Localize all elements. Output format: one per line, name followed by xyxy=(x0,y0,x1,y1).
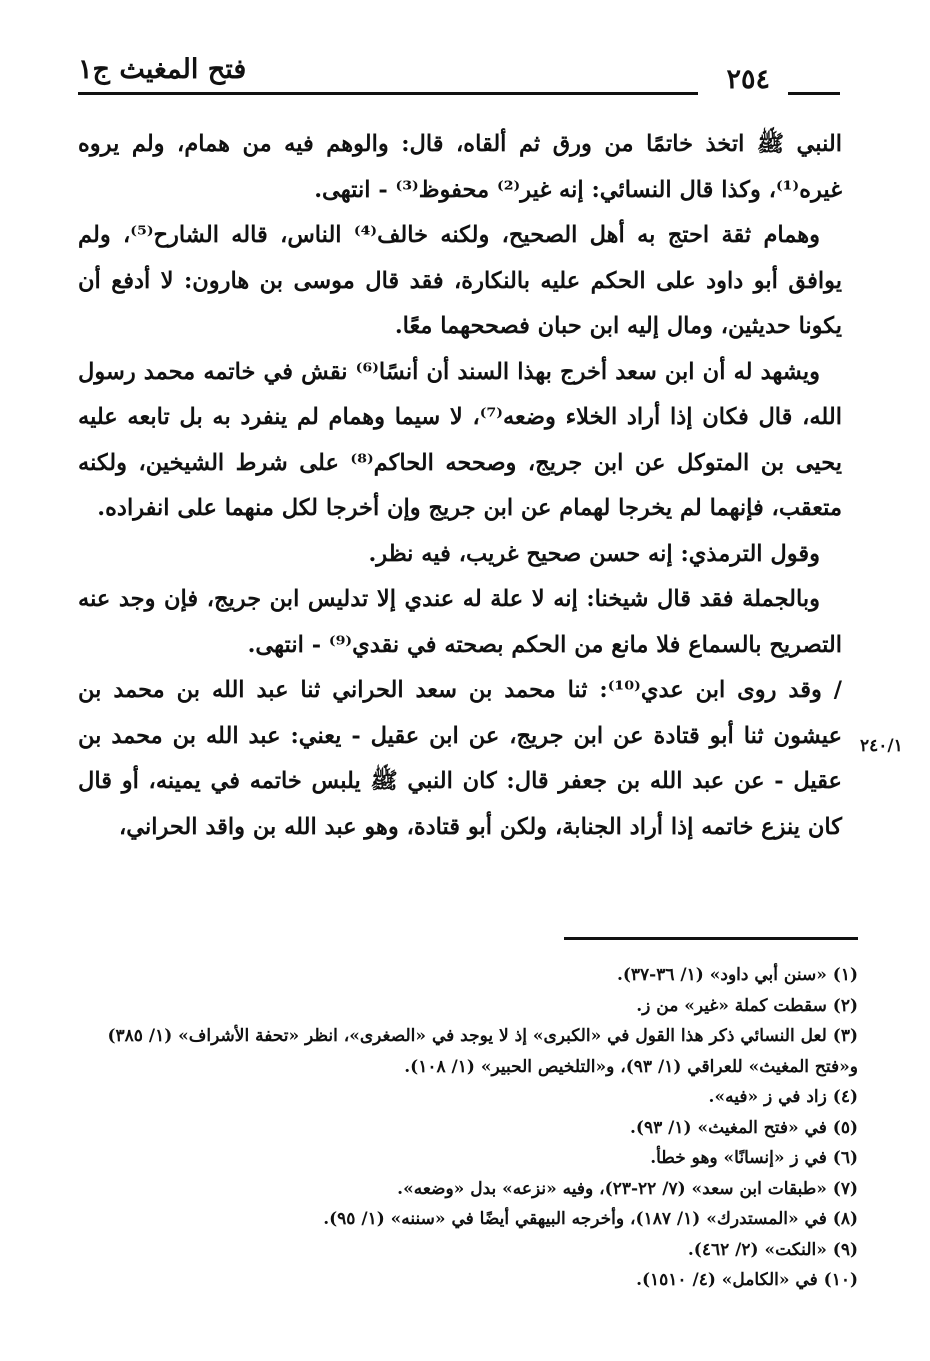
footnote: (١٠) في «الكامل» (٤/ ١٥١٠). xyxy=(636,1270,858,1290)
footnote: (٩) «النكت» (٢/ ٤٦٢). xyxy=(687,1239,858,1260)
footnote: (٤) زاد في ز «فيه». xyxy=(708,1087,858,1107)
page-header xyxy=(78,48,840,108)
main-text xyxy=(78,122,842,850)
footnote: (٦) في ز «إنسانًا» وهو خطأ. xyxy=(650,1148,858,1168)
paragraph: وبالجملة فقد قال شيخنا: إنه لا علة له عندي إلا تدليس ابن جريج، فإن وجد عنه التصريح بالسماع فلا مانع من الحكم بصحته في نقدي⁽⁹⁾ - انتهى. xyxy=(78,586,842,658)
footnote: (٣) لعل النسائي ذكر هذا القول في «الكبرى» إذ لا يوجد في «الصغرى»، انظر «تحفة الأشراف» (١/ ٣٨٥) و«فتح المغيث» للعراقي (١/ ٩٣)، و«التلخيص الحبير» (١/ ١٠٨). xyxy=(107,1026,858,1077)
footnote: (٧) «طبقات ابن سعد» (٧/ ٢٢-٢٣)، وفيه «نزعه» بدل «وضعه». xyxy=(397,1178,858,1199)
footnote: (٥) في «فتح المغيث» (١/ ٩٣). xyxy=(630,1117,858,1138)
header-rule-right xyxy=(788,92,840,95)
paragraph: / وقد روى ابن عدي⁽¹⁰⁾: ثنا محمد بن سعد الحراني ثنا عبد الله بن محمد بن عيشون ثنا أبو قتادة عن ابن جريج، عن ابن عقيل - يعني: عبد الله بن محمد بن عقيل - عن عبد الله بن جعفر قال: كان النبي ﷺ يلبس خاتمه في يمينه، أو قال كان ينزع خاتمه إذا أراد الجنابة، ولكن أبو قتادة، وهو عبد الله بن واقد الحراني، xyxy=(78,677,842,840)
page-number: ٢٥٤ xyxy=(726,64,770,95)
header-rule-left xyxy=(78,92,698,95)
paragraph: النبي ﷺ اتخذ خاتمًا من ورق ثم ألقاه، قال: والوهم فيه من همام، ولم يروه غيره⁽¹⁾، وكذا قال النسائي: إنه غير⁽²⁾ محفوظ⁽³⁾ - انتهى. xyxy=(78,131,842,203)
paragraph: وقول الترمذي: إنه حسن صحيح غريب، فيه نظر. xyxy=(368,540,820,567)
margin-folio-reference: ٢٤٠/١ xyxy=(860,736,903,756)
footnotes xyxy=(78,960,858,1296)
footnote: (٨) في «المستدرك» (١/ ١٨٧)، وأخرجه البيهقي أيضًا في «سننه» (١/ ٩٥). xyxy=(323,1209,858,1229)
footnote: (٢) سقطت كملة «غير» من ز. xyxy=(636,995,858,1016)
running-title: فتح المغيث ج١ xyxy=(78,54,247,85)
paragraph: ويشهد له أن ابن سعد أخرج بهذا السند أن أنسًا⁽⁶⁾ نقش في خاتمه محمد رسول الله، قال فكان إذا أراد الخلاء وضعه⁽⁷⁾، لا سيما وهمام لم ينفرد به بل تابعه عليه يحيى بن المتوكل عن ابن جريج، وصححه الحاكم⁽⁸⁾ على شرط الشيخين، ولكنه متعقب، فإنهما لم يخرجا لهمام عن ابن جريج وإن أخرجا لكل منهما على انفراده. xyxy=(78,358,842,521)
footnote: (١) «سنن أبي داود» (١/ ٣٦-٣٧). xyxy=(616,965,858,985)
paragraph: وهمام ثقة احتج به أهل الصحيح، ولكنه خالف⁽⁴⁾ الناس، قاله الشارح⁽⁵⁾، ولم يوافق أبو داود على الحكم عليه بالنكارة، فقد قال موسى بن هارون: لا أدفع أن يكونا حديثين، ومال إليه ابن حبان فصححهما معًا. xyxy=(78,222,842,339)
footnote-separator xyxy=(564,937,858,940)
